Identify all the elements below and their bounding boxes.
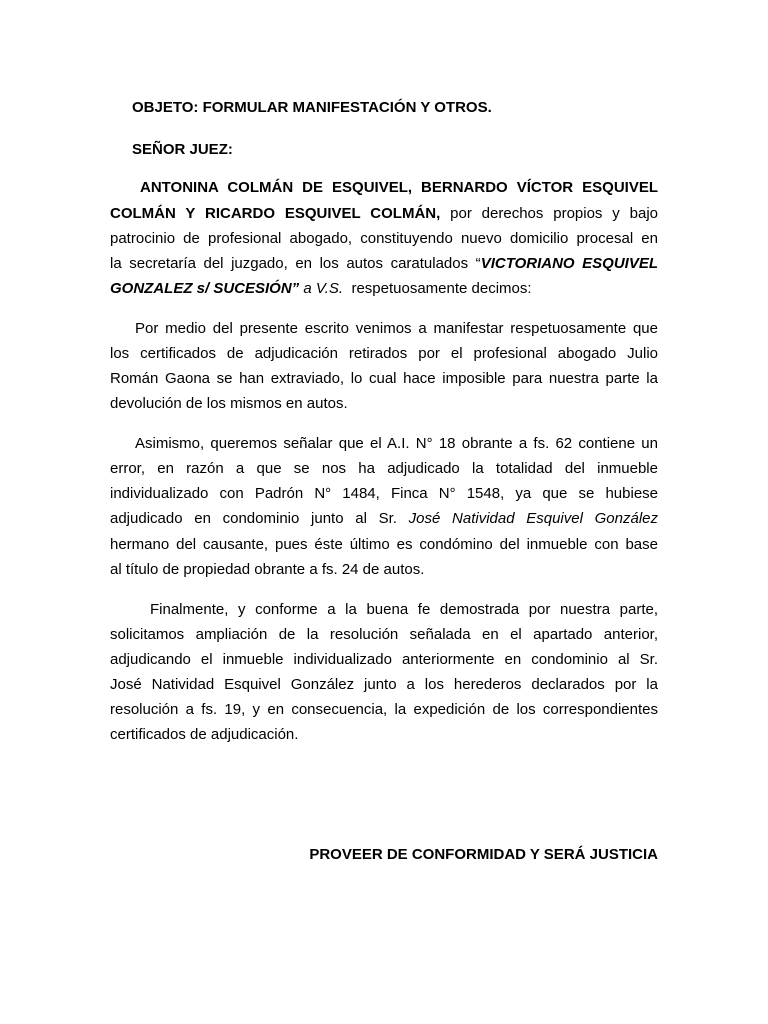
paragraph-line: Román Gaona se han extraviado, lo cual hace imposible para nuestra parte la (110, 370, 658, 387)
case-caption: GONZALEZ s/ SUCESIÓN” (110, 280, 300, 297)
paragraph-line: solicitamos ampliación de la resolución señalada en el apartado anterior, (110, 626, 658, 643)
paragraph-line (110, 279, 658, 299)
document-page (110, 0, 658, 1024)
paragraph-line: ANTONINA COLMÁN DE ESQUIVEL, BERNARDO VÍCTOR ESQUIVEL (140, 179, 658, 196)
text-span: por derechos propios y bajo (440, 205, 658, 222)
text-span: adjudicado en condominio junto al Sr. (110, 510, 409, 527)
paragraph-line (110, 254, 658, 274)
paragraph-line: resolución a fs. 19, y en consecuencia, la expedición de los correspondientes (110, 701, 658, 718)
closing-statement: PROVEER DE CONFORMIDAD Y SERÁ JUSTICIA (309, 846, 658, 863)
paragraph-line: José Natividad Esquivel González junto a los herederos declarados por la (110, 676, 658, 693)
paragraph-line: error, en razón a que se nos ha adjudicado la totalidad del inmueble (110, 460, 658, 477)
salutation: SEÑOR JUEZ: (132, 141, 233, 158)
paragraph-line (110, 204, 658, 224)
case-caption: VICTORIANO ESQUIVEL (480, 255, 658, 272)
paragraph-line: hermano del causante, pues éste último es condómino del inmueble con base (110, 536, 658, 553)
paragraph-line: adjudicando el inmueble individualizado anteriormente en condominio al Sr. (110, 651, 658, 668)
paragraph-line: devolución de los mismos en autos. (110, 395, 348, 412)
paragraph-line: los certificados de adjudicación retirados por el profesional abogado Julio (110, 345, 658, 362)
document-objeto-heading: OBJETO: FORMULAR MANIFESTACIÓN Y OTROS. (132, 99, 492, 116)
vs-text: a V.S. (299, 280, 344, 297)
paragraph-line: Por medio del presente escrito venimos a manifestar respetuosamente que (135, 320, 658, 337)
paragraph-line (110, 509, 658, 529)
parties-names: COLMÁN Y RICARDO ESQUIVEL COLMÁN, (110, 205, 441, 222)
paragraph-line: certificados de adjudicación. (110, 726, 299, 743)
paragraph-line: Asimismo, queremos señalar que el A.I. N° 18 obrante a fs. 62 contiene un (135, 435, 658, 452)
text-span: la secretaría del juzgado, en los autos caratulados “ (110, 255, 481, 272)
paragraph-line: al título de propiedad obrante a fs. 24 de autos. (110, 561, 425, 578)
paragraph-line: Finalmente, y conforme a la buena fe demostrada por nuestra parte, (150, 601, 658, 618)
paragraph-line: individualizado con Padrón N° 1484, Finca N° 1548, ya que se hubiese (110, 485, 658, 502)
text-span: respetuosamente decimos: (343, 280, 532, 297)
person-name: José Natividad Esquivel González (408, 510, 658, 527)
paragraph-line: patrocinio de profesional abogado, constituyendo nuevo domicilio procesal en (110, 230, 658, 247)
